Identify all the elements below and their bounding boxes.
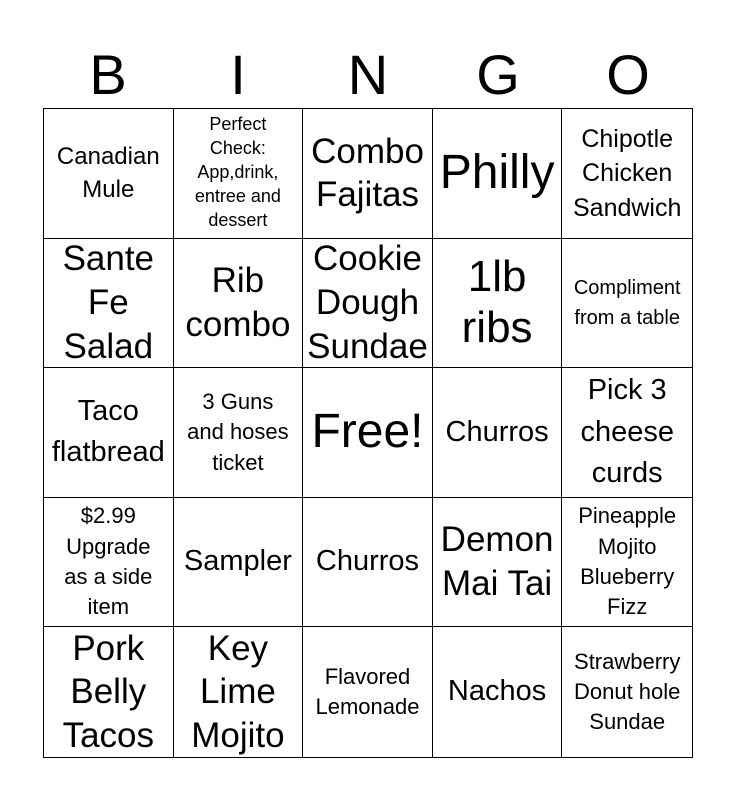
bingo-cell[interactable]: Flavored Lemonade xyxy=(303,627,433,757)
header-letter-b: B xyxy=(89,43,127,106)
free-space-cell[interactable]: Free! xyxy=(303,368,433,498)
bingo-cell[interactable]: Canadian Mule xyxy=(44,109,174,239)
header-letter-g: G xyxy=(476,43,520,106)
bingo-cell[interactable]: Philly xyxy=(433,109,563,239)
bingo-cell[interactable]: Taco flatbread xyxy=(44,368,174,498)
bingo-cell[interactable]: Pineapple Mojito Blueberry Fizz xyxy=(562,498,692,628)
bingo-cell[interactable]: Combo Fajitas xyxy=(303,109,433,239)
bingo-cell[interactable]: Chipotle Chicken Sandwich xyxy=(562,109,692,239)
bingo-cell[interactable]: Demon Mai Tai xyxy=(433,498,563,628)
bingo-cell[interactable]: Strawberry Donut hole Sundae xyxy=(573,648,681,735)
bingo-board xyxy=(43,108,693,758)
bingo-cell[interactable]: Churros xyxy=(303,498,433,628)
bingo-cell[interactable]: Perfect Check: App,drink, entree and dessert xyxy=(174,109,304,239)
bingo-cell[interactable]: Cookie Dough Sundae xyxy=(303,239,433,369)
bingo-cell[interactable]: $2.99 Upgrade as a side item xyxy=(44,498,174,628)
bingo-cell[interactable]: Compliment from a table xyxy=(562,239,692,369)
bingo-cell[interactable]: Nachos xyxy=(433,627,563,757)
header-letter-n: N xyxy=(347,43,389,106)
header-letter-o: O xyxy=(606,43,650,106)
bingo-cell[interactable]: 1lb ribs xyxy=(433,239,563,369)
bingo-cell[interactable]: Pork Belly Tacos xyxy=(44,627,174,757)
bingo-cell[interactable]: Sante Fe Salad xyxy=(44,239,174,369)
header-letter-i: I xyxy=(230,43,246,106)
bingo-cell[interactable]: 3 Guns and hoses ticket xyxy=(174,368,304,498)
bingo-header xyxy=(43,42,693,108)
bingo-cell[interactable]: Sampler xyxy=(174,498,304,628)
bingo-cell[interactable]: Rib combo xyxy=(174,239,304,369)
bingo-cell[interactable]: Churros xyxy=(433,368,563,498)
bingo-cell[interactable]: Pick 3 cheese curds xyxy=(562,368,692,498)
bingo-cell[interactable]: Key Lime Mojito xyxy=(174,627,304,757)
